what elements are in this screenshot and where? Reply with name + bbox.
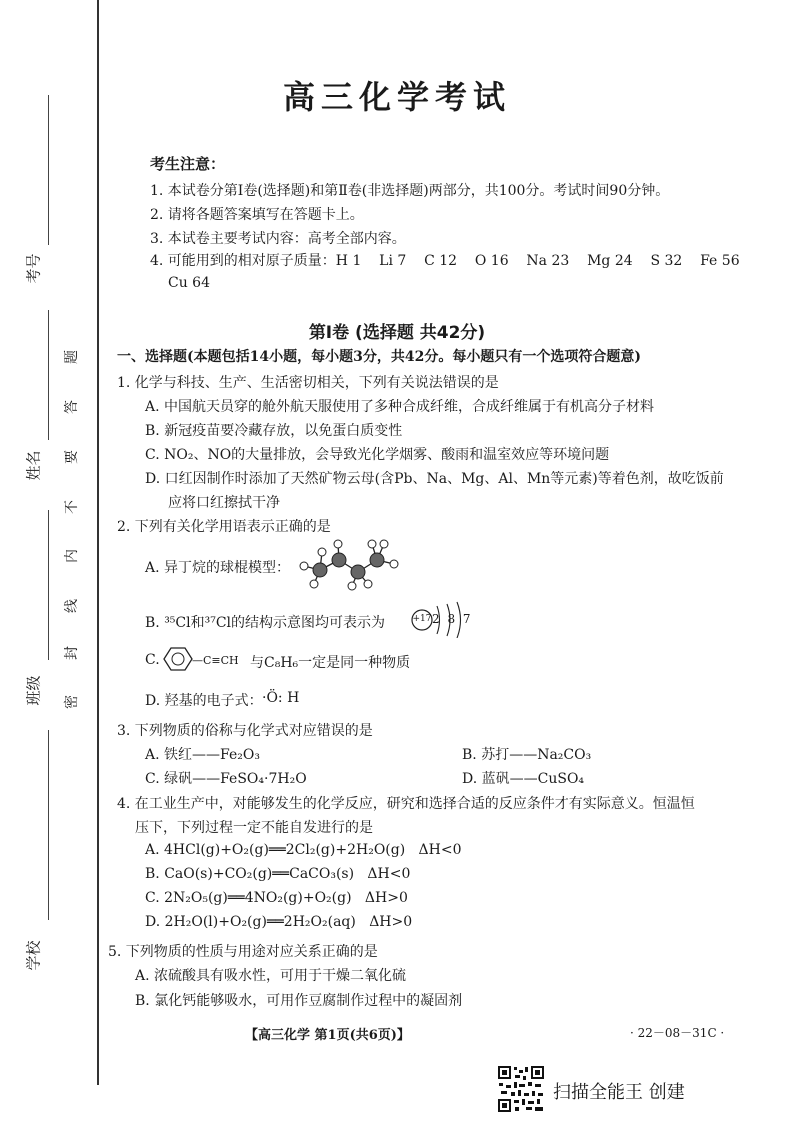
seal-char: 封: [64, 646, 80, 660]
seal-char: 密: [64, 695, 80, 709]
isobutane-ball-stick-model: [292, 532, 412, 592]
note-item: Cu 64: [168, 275, 210, 291]
q2-option-b: B. ³⁵Cl和³⁷Cl的结构示意图均可表示为: [145, 615, 386, 631]
q4-stem: 4. 在工业生产中，对能够发生的化学反应，研究和选择合适的反应条件才有实际意义。恒温恒: [117, 796, 695, 812]
q2-option-c-label: C.: [145, 652, 160, 668]
q4-option-b: B. CaO(s)+CO₂(g)══CaCO₃(s) ΔH<0: [145, 866, 411, 882]
school-label: 学校: [24, 940, 43, 971]
q4-option-d: D. 2H₂O(l)+O₂(g)══2H₂O₂(aq) ΔH>0: [145, 914, 413, 930]
note-item: 2. 请将各题答案填写在答题卡上。: [150, 207, 364, 223]
benzene-ring-icon: [163, 646, 193, 672]
page-footer: 【高三化学 第1页(共6页)】: [245, 1028, 410, 1043]
seal-char: 题: [64, 350, 80, 364]
q2-option-c: 与C₈H₆一定是同一种物质: [250, 655, 411, 671]
note-item: 4. 可能用到的相对原子质量：H 1 Li 7 C 12 O 16 Na 23 Mg 24 S 32 Fe 56: [150, 253, 740, 269]
exam-no-label: 考号: [24, 253, 43, 284]
binding-line: [97, 0, 99, 1085]
q3-option-b: B. 苏打——Na₂CO₃: [462, 747, 592, 763]
note-item: 1. 本试卷分第Ⅰ卷(选择题)和第Ⅱ卷(非选择题)两部分，共100分。考试时间90分钟。: [150, 183, 670, 199]
q4-option-c: C. 2N₂O₅(g)══4NO₂(g)+O₂(g) ΔH>0: [145, 890, 408, 906]
q2-stem: 2. 下列有关化学用语表示正确的是: [117, 519, 331, 535]
qr-code-icon: [497, 1065, 545, 1113]
q5-stem: 5. 下列物质的性质与用途对应关系正确的是: [108, 944, 378, 960]
seal-char: 内: [64, 549, 80, 563]
q5-option-b: B. 氯化钙能够吸水，可用作豆腐制作过程中的凝固剂: [135, 993, 463, 1009]
q1-stem: 1. 化学与科技、生产、生活密切相关，下列有关说法错误的是: [117, 375, 499, 391]
nucleus-charge: +17: [412, 614, 432, 624]
q3-option-c: C. 绿矾——FeSO₄·7H₂O: [145, 771, 307, 787]
q5-option-a: A. 浓硫酸具有吸水性，可用于干燥二氧化硫: [135, 968, 407, 984]
name-label: 姓名: [24, 450, 43, 481]
paper-code: · 22－08－31C ·: [630, 1026, 725, 1040]
q1-option-d-cont: 应将口红擦拭干净: [168, 495, 280, 511]
q1-option-c: C. NO₂、NO的大量排放，会导致光化学烟雾、酸雨和温室效应等环境问题: [145, 447, 610, 463]
page-title: 高三化学考试: [282, 78, 511, 116]
q3-option-a: A. 铁红——Fe₂O₃: [145, 747, 260, 763]
section-intro: 一、选择题(本题包括14小题，每小题3分，共42分。每小题只有一个选项符合题意): [117, 349, 641, 365]
hydroxyl-electron-formula: ·Ö: H: [262, 690, 300, 706]
notes-heading: 考生注意：: [150, 155, 226, 173]
section-title: 第Ⅰ卷 (选择题 共42分): [308, 323, 486, 343]
q1-option-d: D. 口红因制作时添加了天然矿物云母(含Pb、Na、Mg、Al、Mn等元素)等着色剂，故吃饭前: [145, 471, 724, 487]
electron-shells: 2 8 7: [432, 612, 473, 626]
seal-char: 要: [64, 450, 80, 464]
q4-stem-cont: 压下，下列过程一定不能自发进行的是: [135, 820, 373, 836]
q1-option-a: A. 中国航天员穿的舱外航天服使用了多种合成纤维，合成纤维属于有机高分子材料: [145, 399, 655, 415]
q4-option-a: A. 4HCl(g)+O₂(g)══2Cl₂(g)+2H₂O(g) ΔH<0: [145, 842, 462, 858]
class-label: 班级: [24, 675, 43, 706]
seal-char: 答: [64, 400, 80, 414]
note-item: 3. 本试卷主要考试内容：高考全部内容。: [150, 231, 406, 247]
scanner-watermark: 扫描全能王 创建: [553, 1082, 685, 1103]
class-blank: [48, 510, 49, 660]
ethynyl-group: —C≡CH: [192, 654, 239, 667]
q1-option-b: B. 新冠疫苗要冷藏存放，以免蛋白质变性: [145, 423, 403, 439]
q3-stem: 3. 下列物质的俗称与化学式对应错误的是: [117, 723, 373, 739]
q3-option-d: D. 蓝矾——CuSO₄: [462, 771, 585, 787]
q2-option-a: A. 异丁烷的球棍模型：: [145, 560, 291, 576]
q2-option-d: D. 羟基的电子式：: [145, 693, 263, 709]
school-blank: [48, 730, 49, 920]
seal-char: 不: [64, 500, 80, 514]
seal-char: 线: [64, 599, 80, 613]
